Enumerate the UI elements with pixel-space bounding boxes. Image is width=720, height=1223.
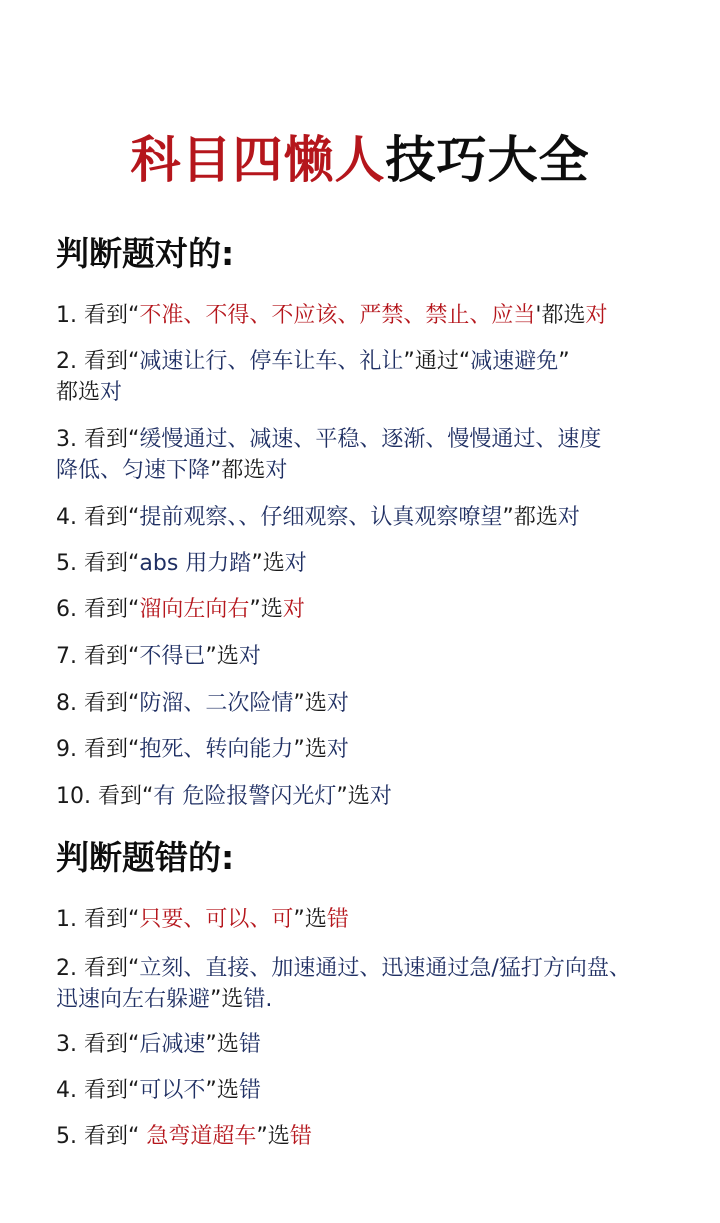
item-mid: ”选 [210, 987, 244, 1012]
item-lead: 看到“ [84, 505, 140, 530]
item-lead: 看到“ [84, 1078, 140, 1103]
list-item-false-5 [56, 1121, 676, 1152]
item-keyword: 只要、可以、可 [139, 907, 294, 932]
item-keyword: 不准、不得、不应该、严禁、禁止、应当 [139, 303, 536, 328]
title-black-part: 技巧大全 [385, 131, 590, 189]
list-item-true-2 [56, 346, 676, 408]
item-lead: 看到“ [98, 784, 154, 809]
item-lead: 看到“ [84, 907, 140, 932]
item-mid: ”选 [249, 597, 283, 622]
item-keyword: 缓慢通过、减速、平稳、逐渐、慢慢通过、速度 [139, 427, 602, 452]
item-number: 4. [56, 505, 77, 530]
item-keyword: 急弯道超车 [139, 1124, 257, 1149]
item-answer: 错 [326, 907, 349, 932]
item-answer: 对 [238, 644, 261, 669]
item-mid: '都选 [535, 303, 586, 328]
item-mid-2: ” [558, 349, 570, 374]
item-answer: 对 [557, 505, 580, 530]
item-line2: 都选 [56, 380, 101, 405]
item-keyword: 可以不 [139, 1078, 206, 1103]
item-keyword: 提前观察、、仔细观察、认真观察嘹望 [139, 505, 503, 530]
list-item-true-5 [56, 548, 676, 579]
item-answer: 错 [238, 1032, 261, 1057]
page-title [0, 128, 720, 192]
section-heading-true: 判断题对的: [56, 234, 235, 273]
item-number: 4. [56, 1078, 77, 1103]
item-keyword-line2: 迅速向左右躲避 [56, 987, 211, 1012]
item-mid: ”都选 [502, 505, 558, 530]
item-answer: 对 [282, 597, 305, 622]
list-item-true-9 [56, 734, 676, 765]
item-number: 7. [56, 644, 77, 669]
list-item-false-1 [56, 904, 676, 935]
item-keyword: 防溜、二次险情 [139, 691, 294, 716]
item-answer: 对 [585, 303, 608, 328]
list-item-true-4 [56, 502, 676, 533]
section-heading-false: 判断题错的: [56, 838, 235, 877]
item-mid: ”都选 [210, 458, 266, 483]
item-mid: ”选 [293, 907, 327, 932]
list-item-true-1 [56, 300, 676, 331]
item-keyword: abs 用力踏 [139, 551, 252, 576]
item-answer: 对 [326, 737, 349, 762]
item-lead: 看到“ [84, 551, 140, 576]
item-mid: ”选 [205, 1078, 239, 1103]
list-item-true-7 [56, 641, 676, 672]
item-lead: 看到“ [84, 427, 140, 452]
item-number: 3. [56, 1032, 77, 1057]
item-number: 3. [56, 427, 77, 452]
item-number: 10. [56, 784, 91, 809]
list-item-true-3 [56, 424, 676, 486]
item-mid: ”选 [256, 1124, 290, 1149]
item-answer: 对 [326, 691, 349, 716]
item-lead: 看到“ [84, 303, 140, 328]
item-mid: ”选 [293, 737, 327, 762]
item-lead: 看到“ [84, 644, 140, 669]
item-mid: ”选 [293, 691, 327, 716]
item-lead: 看到“ [84, 956, 140, 981]
item-mid: ”选 [205, 1032, 239, 1057]
item-lead: 看到“ [84, 349, 140, 374]
title-red-part: 科目四懒人 [130, 131, 386, 189]
list-item-true-10 [56, 781, 676, 812]
item-keyword: 不得已 [139, 644, 206, 669]
item-keyword: 溜向左向右 [139, 597, 250, 622]
item-keyword: 立刻、直接、加速通过、迅速通过急/猛打方向盘、 [139, 956, 631, 981]
item-number: 1. [56, 303, 77, 328]
item-answer: 对 [265, 458, 288, 483]
item-answer: 对 [100, 380, 123, 405]
item-answer: 错 [289, 1124, 312, 1149]
list-item-true-6 [56, 594, 676, 625]
item-keyword: 减速让行、停车让车、礼让 [139, 349, 404, 374]
item-lead: 看到“ [84, 597, 140, 622]
item-lead: 看到“ [84, 691, 140, 716]
item-keyword: 抱死、转向能力 [139, 737, 294, 762]
item-lead: 看到“ [84, 1124, 140, 1149]
item-number: 5. [56, 551, 77, 576]
item-keyword-line2: 降低、匀速下降 [56, 458, 211, 483]
item-number: 2. [56, 349, 77, 374]
item-answer: 错 [238, 1078, 261, 1103]
item-answer: 错. [243, 987, 273, 1012]
item-number: 8. [56, 691, 77, 716]
list-item-false-3 [56, 1029, 676, 1060]
item-number: 5. [56, 1124, 77, 1149]
item-mid: ”选 [251, 551, 285, 576]
item-keyword: 有 危险报警闪光灯 [153, 784, 337, 809]
item-mid: ”选 [205, 644, 239, 669]
list-item-false-2 [56, 953, 676, 1015]
item-mid: ”选 [336, 784, 370, 809]
item-answer: 对 [284, 551, 307, 576]
item-keyword: 后减速 [139, 1032, 206, 1057]
list-item-false-4 [56, 1075, 676, 1106]
item-mid: ”通过“ [403, 349, 471, 374]
item-number: 2. [56, 956, 77, 981]
list-item-true-8 [56, 688, 676, 719]
item-number: 9. [56, 737, 77, 762]
item-number: 1. [56, 907, 77, 932]
item-keyword-2: 减速避免 [470, 349, 559, 374]
item-lead: 看到“ [84, 1032, 140, 1057]
item-answer: 对 [369, 784, 392, 809]
item-number: 6. [56, 597, 77, 622]
item-lead: 看到“ [84, 737, 140, 762]
